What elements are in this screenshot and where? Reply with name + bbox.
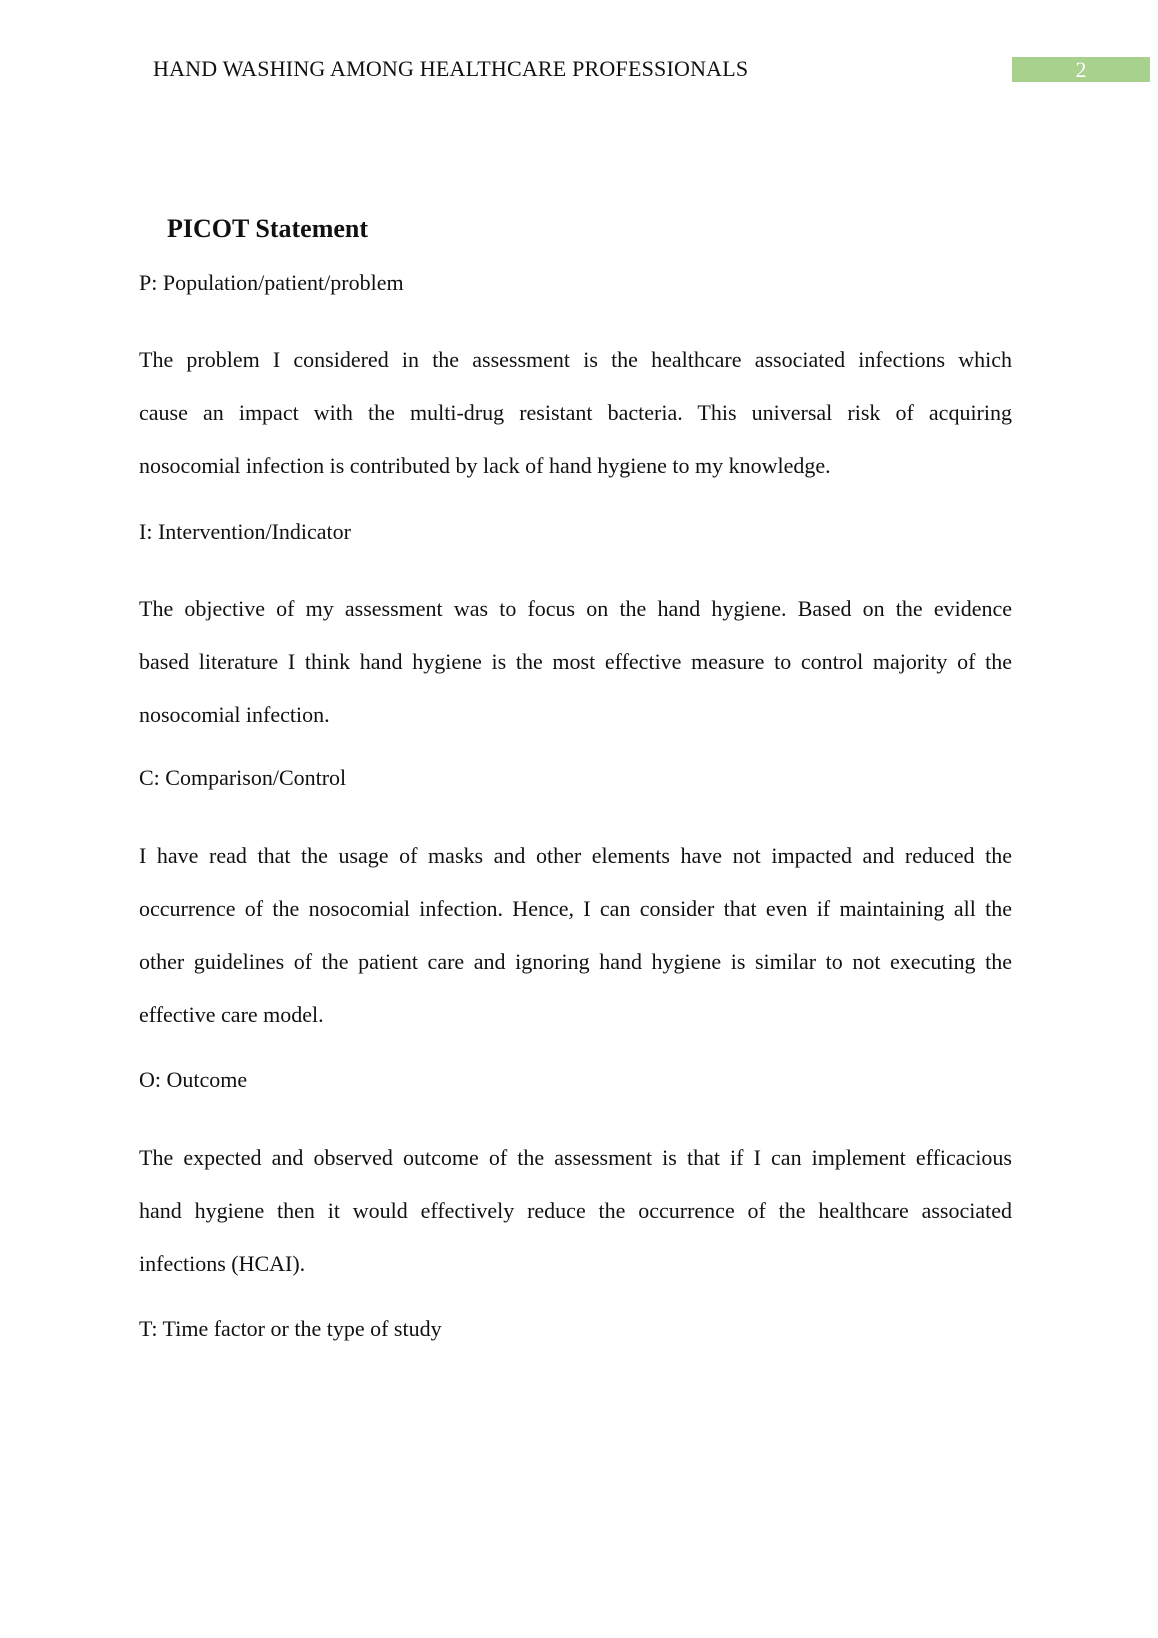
- picot-paragraph-comparison: [139, 829, 1012, 1041]
- page-number: 2: [1012, 57, 1150, 82]
- paragraph-line: cause an impact with the multi-drug resistant bacteria. This universal risk of acquiring: [139, 400, 1012, 425]
- paragraph-line: nosocomial infection is contributed by lack of hand hygiene to my knowledge.: [139, 453, 831, 478]
- picot-paragraph-population: [139, 333, 1012, 492]
- picot-label-outcome: O: Outcome: [139, 1067, 248, 1092]
- paragraph-line: nosocomial infection.: [139, 702, 330, 727]
- paragraph-line: occurrence of the nosocomial infection. Hence, I can consider that even if maintaining all the: [139, 896, 1012, 921]
- paragraph-line: The objective of my assessment was to focus on the hand hygiene. Based on the evidence: [139, 596, 1012, 621]
- picot-label-comparison: C: Comparison/Control: [139, 765, 347, 790]
- paragraph-line: based literature I think hand hygiene is the most effective measure to control majority of the: [139, 649, 1012, 674]
- picot-label-intervention: I: Intervention/Indicator: [139, 519, 351, 544]
- paragraph-line: I have read that the usage of masks and other elements have not impacted and reduced the: [139, 843, 1012, 868]
- paragraph-line: infections (HCAI).: [139, 1251, 306, 1276]
- paragraph-line: The problem I considered in the assessment is the healthcare associated infections which: [139, 347, 1012, 372]
- picot-paragraph-outcome: [139, 1131, 1012, 1290]
- section-heading: PICOT Statement: [167, 214, 369, 243]
- picot-label-population: P: Population/patient/problem: [139, 270, 404, 295]
- picot-paragraph-intervention: [139, 582, 1012, 741]
- paragraph-line: other guidelines of the patient care and ignoring hand hygiene is similar to not executing the: [139, 949, 1012, 974]
- paragraph-line: hand hygiene then it would effectively reduce the occurrence of the healthcare associated: [139, 1198, 1012, 1223]
- paragraph-line: The expected and observed outcome of the assessment is that if I can implement efficacious: [139, 1145, 1012, 1170]
- paragraph-line: effective care model.: [139, 1002, 324, 1027]
- running-header-title: HAND WASHING AMONG HEALTHCARE PROFESSIONALS: [153, 56, 749, 81]
- picot-label-time: T: Time factor or the type of study: [139, 1316, 442, 1341]
